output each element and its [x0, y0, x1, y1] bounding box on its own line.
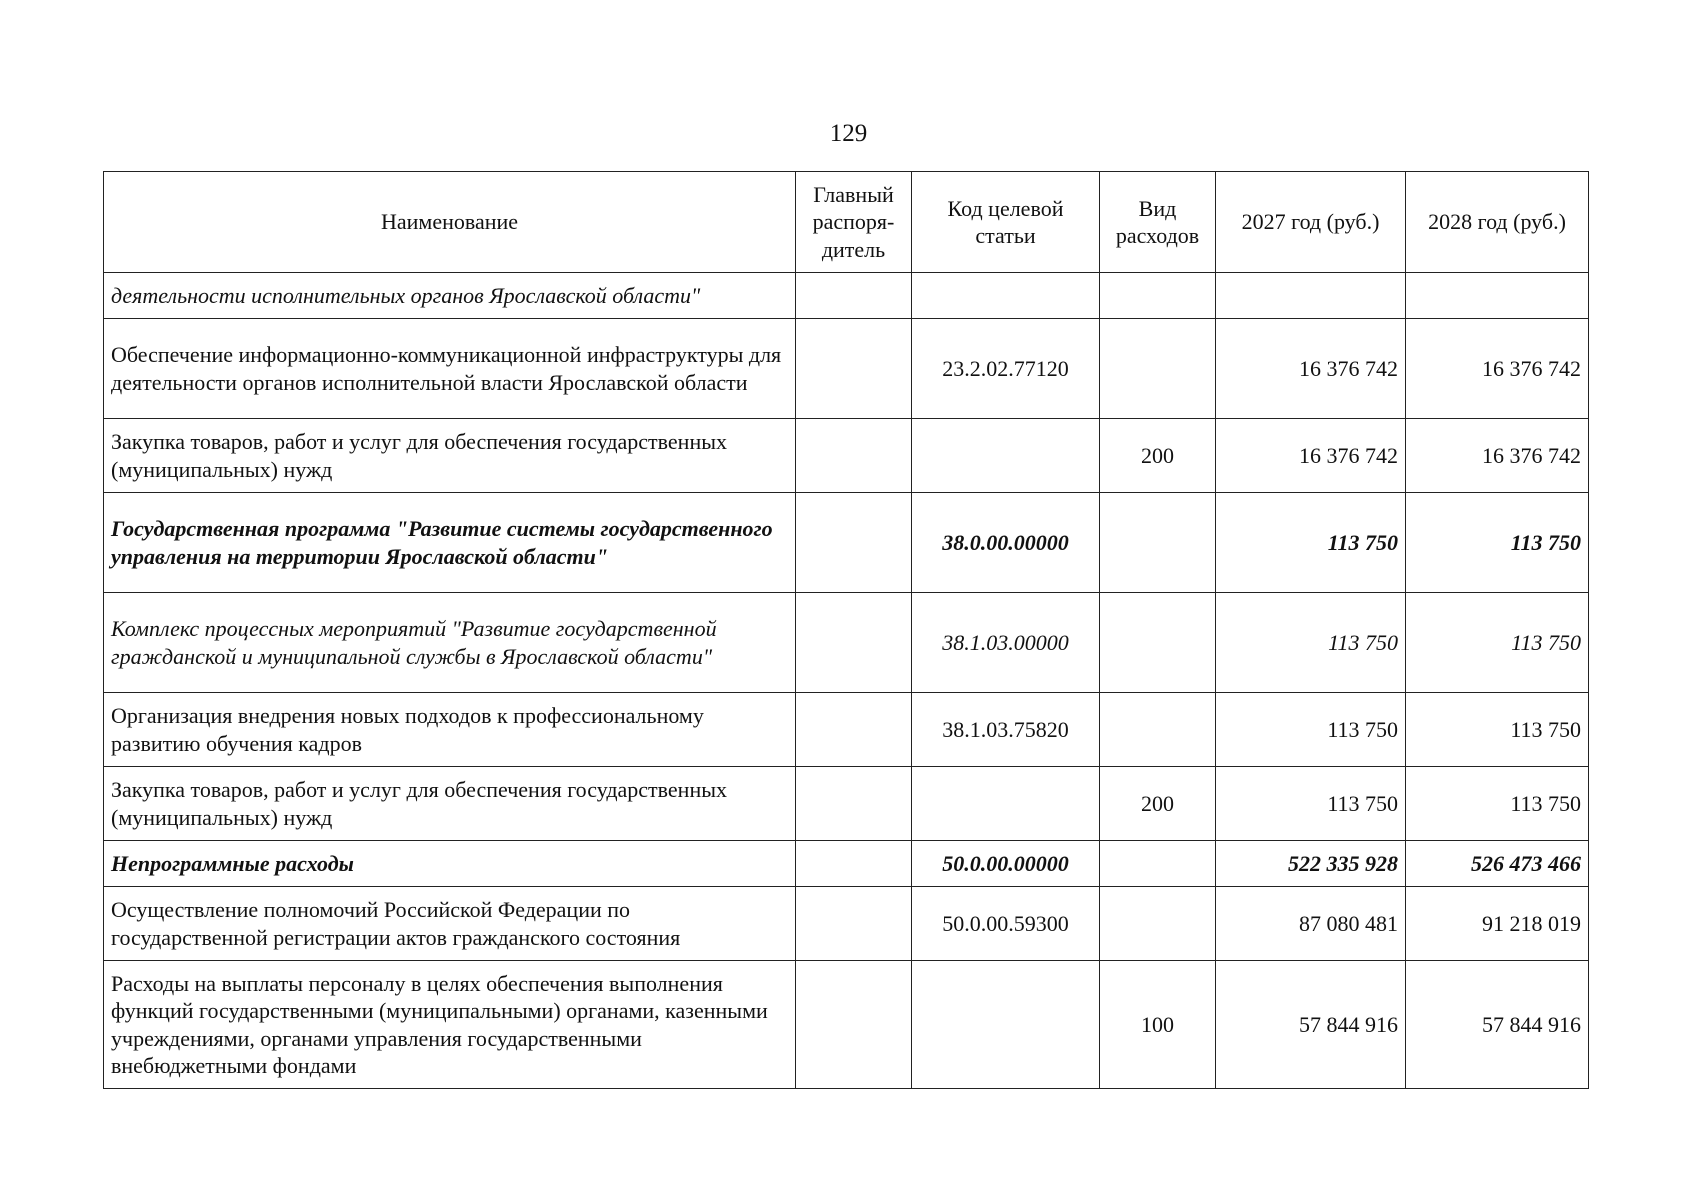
amount-2027-cell [1216, 273, 1406, 319]
table-row [104, 419, 1589, 493]
table-row [104, 961, 1589, 1089]
expense-type-cell [1100, 693, 1216, 767]
target-code-cell [912, 767, 1100, 841]
amount-2028-cell: 57 844 916 [1406, 961, 1589, 1089]
target-code-cell: 50.0.00.00000 [912, 841, 1100, 887]
amount-2028-cell: 16 376 742 [1406, 319, 1589, 419]
name-cell: деятельности исполнительных органов Ярославской области" [104, 273, 796, 319]
target-code-cell: 50.0.00.59300 [912, 887, 1100, 961]
target-code-cell: 23.2.02.77120 [912, 319, 1100, 419]
chief-manager-cell [796, 841, 912, 887]
expense-type-cell: 100 [1100, 961, 1216, 1089]
header-target-code: Код целевой статьи [912, 172, 1100, 273]
amount-2027-cell: 16 376 742 [1216, 319, 1406, 419]
table-row [104, 593, 1589, 693]
table-row [104, 493, 1589, 593]
expense-type-cell: 200 [1100, 767, 1216, 841]
table-row [104, 841, 1589, 887]
page-number: 129 [829, 120, 868, 147]
amount-2027-cell: 113 750 [1216, 493, 1406, 593]
target-code-cell: 38.0.00.00000 [912, 493, 1100, 593]
chief-manager-cell [796, 319, 912, 419]
chief-manager-cell [796, 593, 912, 693]
target-code-cell [912, 419, 1100, 493]
name-cell: Осуществление полномочий Российской Федерации по государственной регистрации актов гражданского состояния [104, 887, 796, 961]
chief-manager-cell [796, 961, 912, 1089]
expense-type-cell [1100, 887, 1216, 961]
chief-manager-cell [796, 693, 912, 767]
name-cell: Непрограммные расходы [104, 841, 796, 887]
target-code-cell: 38.1.03.75820 [912, 693, 1100, 767]
name-cell: Закупка товаров, работ и услуг для обеспечения государственных (муниципальных) нужд [104, 419, 796, 493]
header-expense-type: Вид расходов [1100, 172, 1216, 273]
target-code-cell: 38.1.03.00000 [912, 593, 1100, 693]
amount-2028-cell: 91 218 019 [1406, 887, 1589, 961]
name-cell: Обеспечение информационно-коммуникационной инфраструктуры для деятельности органов исполнительной власти Ярославской области [104, 319, 796, 419]
table-row [104, 319, 1589, 419]
budget-table [103, 171, 1589, 1089]
expense-type-cell [1100, 273, 1216, 319]
header-chief-manager: Главный распоря-дитель [796, 172, 912, 273]
expense-type-cell [1100, 493, 1216, 593]
name-cell: Комплекс процессных мероприятий "Развитие государственной гражданской и муниципальной службы в Ярославской области" [104, 593, 796, 693]
header-year-2027: 2027 год (руб.) [1216, 172, 1406, 273]
name-cell: Расходы на выплаты персоналу в целях обеспечения выполнения функций государственными (муниципальными) органами, казенными учреждениями, органами управления государственными внебюджетными фондами [104, 961, 796, 1089]
table-row [104, 273, 1589, 319]
amount-2028-cell [1406, 273, 1589, 319]
table-row [104, 693, 1589, 767]
amount-2028-cell: 113 750 [1406, 767, 1589, 841]
header-name: Наименование [104, 172, 796, 273]
header-year-2028: 2028 год (руб.) [1406, 172, 1589, 273]
table-row [104, 767, 1589, 841]
amount-2027-cell: 113 750 [1216, 693, 1406, 767]
chief-manager-cell [796, 493, 912, 593]
amount-2028-cell: 113 750 [1406, 493, 1589, 593]
chief-manager-cell [796, 273, 912, 319]
amount-2027-cell: 87 080 481 [1216, 887, 1406, 961]
target-code-cell [912, 273, 1100, 319]
amount-2028-cell: 526 473 466 [1406, 841, 1589, 887]
amount-2028-cell: 113 750 [1406, 693, 1589, 767]
name-cell: Организация внедрения новых подходов к профессиональному развитию обучения кадров [104, 693, 796, 767]
chief-manager-cell [796, 887, 912, 961]
amount-2027-cell: 57 844 916 [1216, 961, 1406, 1089]
amount-2027-cell: 113 750 [1216, 767, 1406, 841]
expense-type-cell [1100, 841, 1216, 887]
amount-2028-cell: 113 750 [1406, 593, 1589, 693]
amount-2027-cell: 522 335 928 [1216, 841, 1406, 887]
expense-type-cell: 200 [1100, 419, 1216, 493]
expense-type-cell [1100, 593, 1216, 693]
amount-2028-cell: 16 376 742 [1406, 419, 1589, 493]
table-row [104, 887, 1589, 961]
amount-2027-cell: 113 750 [1216, 593, 1406, 693]
chief-manager-cell [796, 419, 912, 493]
table-header-row [104, 172, 1589, 273]
name-cell: Государственная программа "Развитие системы государственного управления на территории Ярославской области" [104, 493, 796, 593]
chief-manager-cell [796, 767, 912, 841]
expense-type-cell [1100, 319, 1216, 419]
target-code-cell [912, 961, 1100, 1089]
table-body [104, 273, 1589, 1089]
amount-2027-cell: 16 376 742 [1216, 419, 1406, 493]
name-cell: Закупка товаров, работ и услуг для обеспечения государственных (муниципальных) нужд [104, 767, 796, 841]
